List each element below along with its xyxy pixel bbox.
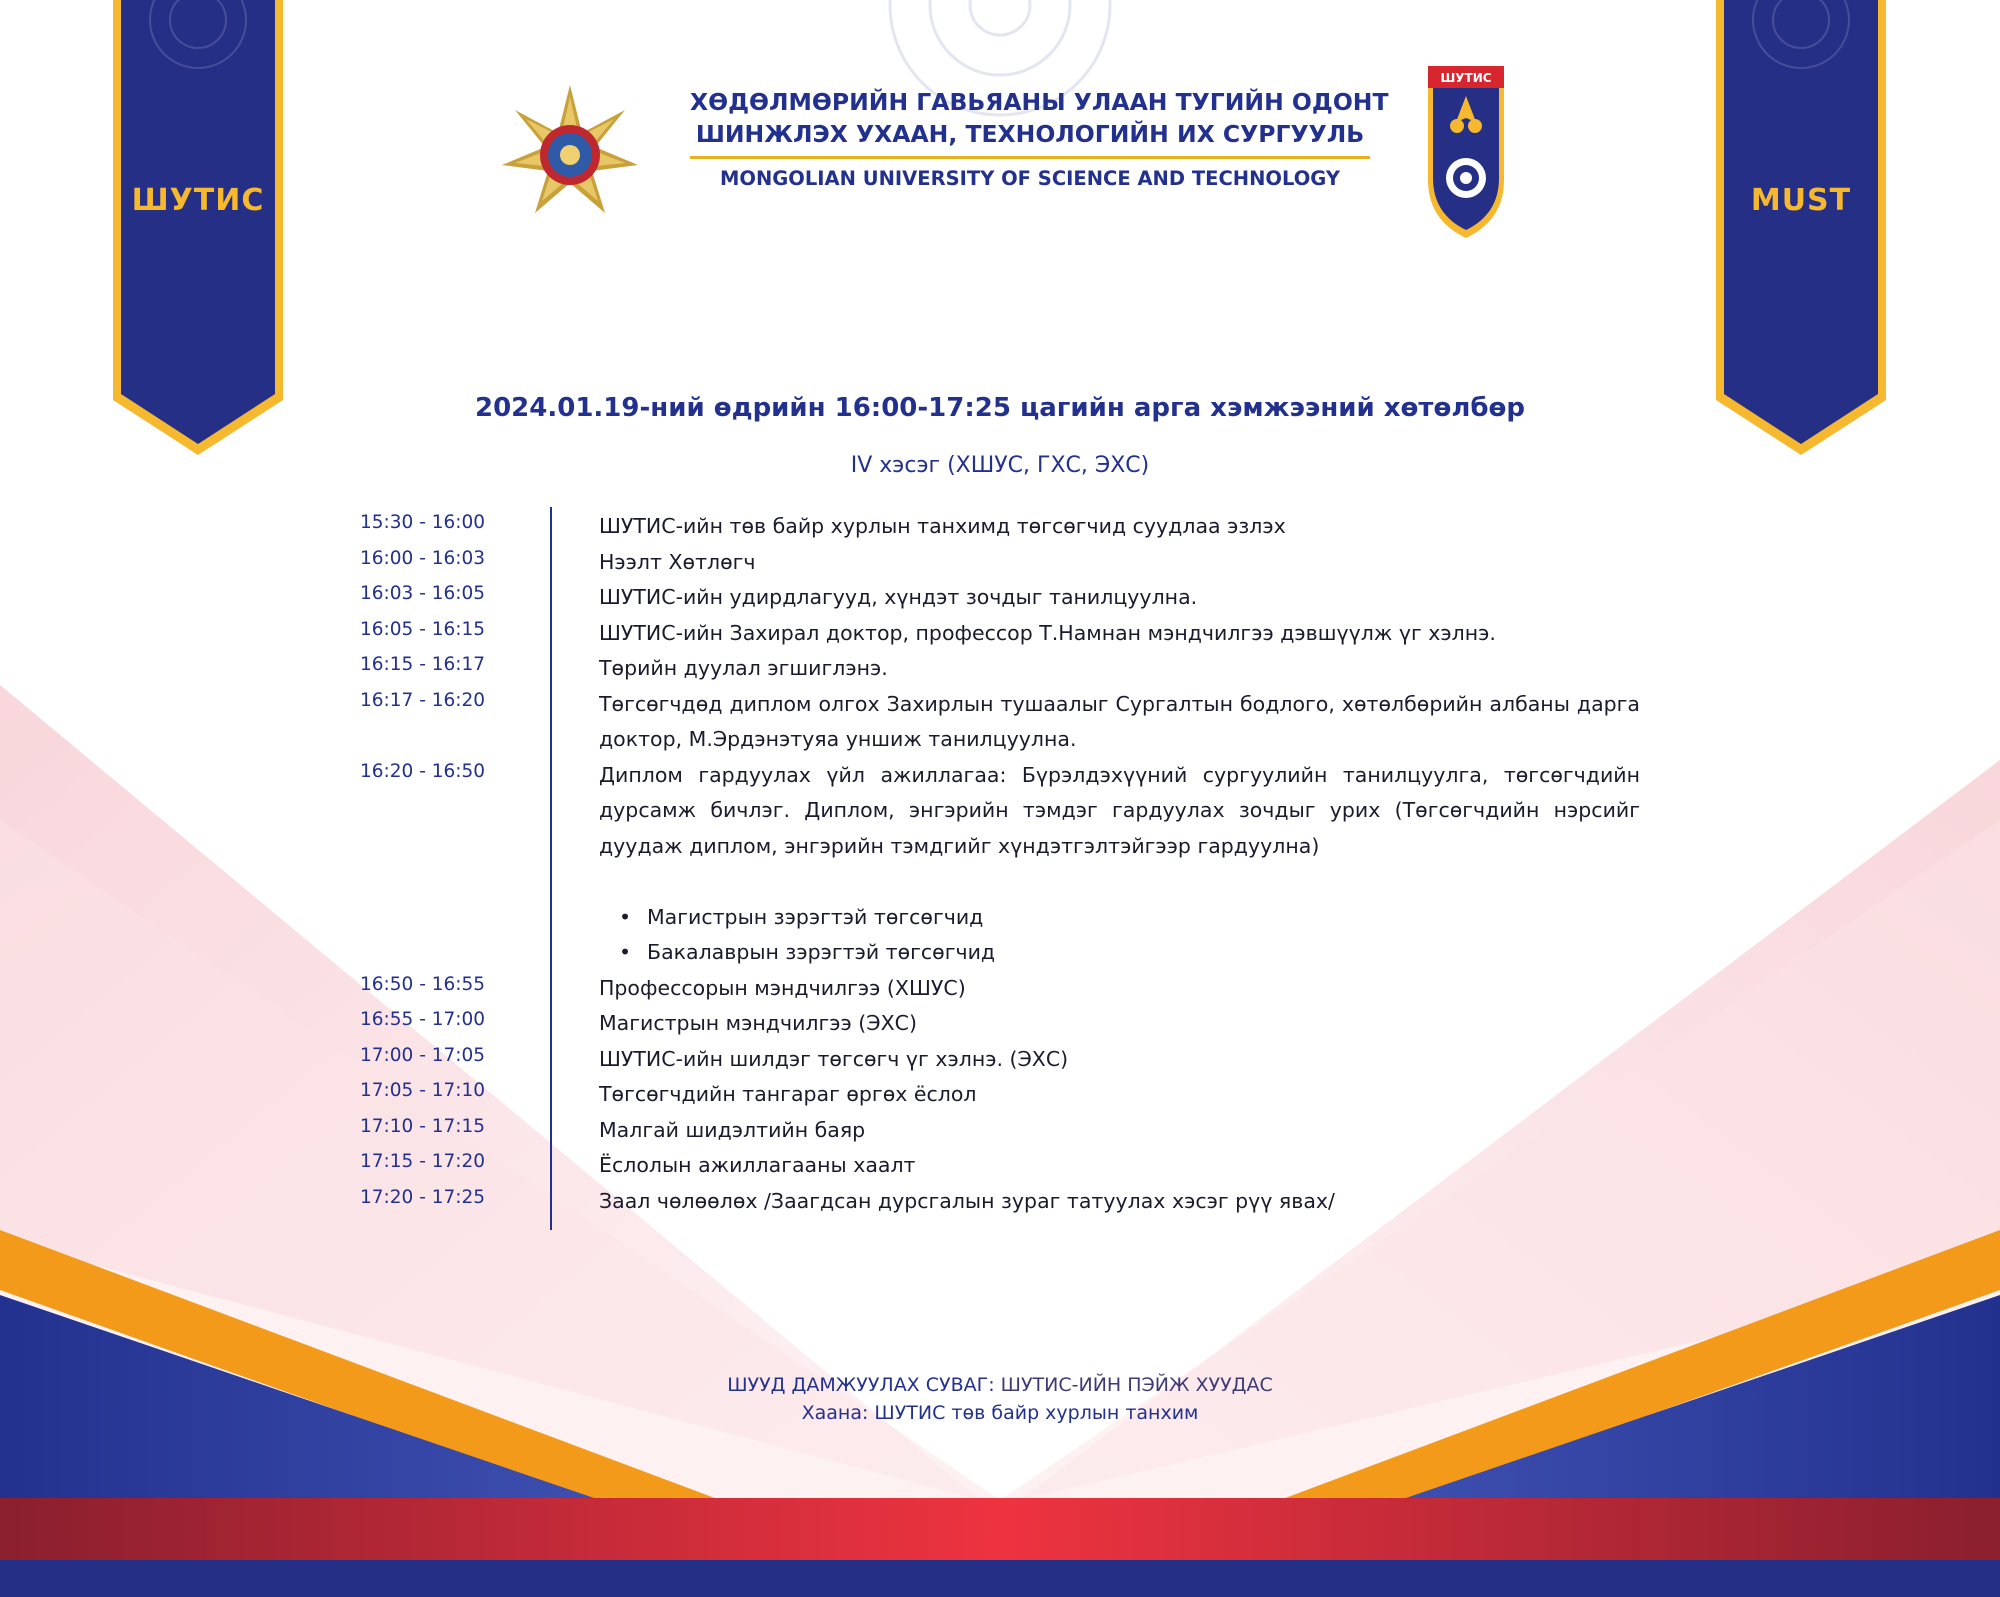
agenda-time: 17:00 - 17:05 xyxy=(360,1044,486,1066)
location-value: ШУТИС төв байр хурлын танхим xyxy=(868,1402,1199,1424)
agenda-time: 16:50 - 16:55 xyxy=(360,973,486,995)
university-header xyxy=(0,71,2000,228)
agenda-text: ШУТИС-ийн Захирал доктор, профессор Т.Намнан мэндчилгээ дэвшүүлж үг хэлнэ. xyxy=(599,620,1496,645)
shield-label: ШУТИС xyxy=(1440,71,1492,85)
agenda-time: 16:17 - 16:20 xyxy=(360,689,486,711)
agenda-text: ШУТИС-ийн удирдлагууд, хүндэт зочдыг танилцуулна. xyxy=(599,585,1198,609)
agenda-row xyxy=(0,507,2000,543)
program-title: 2024.01.19-ний өдрийн 16:00-17:25 цагийн арга хэмжээний хөтөлбөр xyxy=(474,393,1526,423)
agenda-row xyxy=(0,1146,2000,1182)
agenda-time: 16:20 - 16:50 xyxy=(360,760,486,782)
university-name-en: MONGOLIAN UNIVERSITY OF SCIENCE AND TECHNOLOGY xyxy=(719,167,1340,190)
bullet-text: Бакалаврын зэрэгтэй төгсөгчид xyxy=(647,940,996,964)
agenda-text: Төгсөгчдийн тангараг өргөх ёслол xyxy=(599,1082,977,1106)
event-location xyxy=(0,1402,2000,1424)
agenda-bullet-item xyxy=(0,933,2000,969)
agenda-time: 16:00 - 16:03 xyxy=(360,547,486,569)
agenda-row xyxy=(0,969,2000,1005)
agenda-time: 16:15 - 16:17 xyxy=(360,654,486,675)
bullet-text: Магистрын зэрэгтэй төгсөгчид xyxy=(647,904,984,929)
agenda-row xyxy=(0,1004,2000,1040)
header-divider xyxy=(690,156,1370,159)
agenda-time: 15:30 - 16:00 xyxy=(360,512,486,533)
agenda-time: 16:05 - 16:15 xyxy=(360,618,486,640)
university-name xyxy=(690,86,1389,193)
agenda-text: Төрийн дуулал эгшиглэнэ. xyxy=(599,656,888,680)
agenda-row xyxy=(0,1111,2000,1147)
agenda-text: Заал чөлөөлөх /Заагдсан дурсгалын зураг татуулах хэсэг рүү явах/ xyxy=(599,1188,1335,1213)
agenda-text: Ёслолын ажиллагааны хаалт xyxy=(599,1153,916,1177)
agenda-row xyxy=(0,1075,2000,1111)
broadcast-channel xyxy=(0,1374,2000,1396)
agenda-text: ШУТИС-ийн шилдэг төгсөгч үг хэлнэ. (ЭХС) xyxy=(599,1046,1069,1071)
agenda-text: ШУТИС-ийн төв байр хурлын танхимд төгсөгчид суудлаа эзлэх xyxy=(599,514,1286,538)
agenda-row xyxy=(0,1040,2000,1076)
broadcast-label: ШУУД ДАМЖУУЛАХ СУВАГ: xyxy=(727,1374,995,1396)
bullet-marker: • xyxy=(619,940,632,964)
order-star-emblem-icon xyxy=(495,80,645,230)
agenda-time: 16:55 - 17:00 xyxy=(360,1009,486,1030)
agenda-list xyxy=(0,507,2000,1217)
agenda-time: 17:10 - 17:15 xyxy=(360,1115,486,1137)
location-label: Хаана: xyxy=(801,1402,869,1424)
agenda-row xyxy=(0,685,2000,756)
university-name-mn: ШИНЖЛЭХ УХААН, ТЕХНОЛОГИЙН ИХ СУРГУУЛЬ xyxy=(695,120,1365,148)
agenda-time: 17:05 - 17:10 xyxy=(360,1080,486,1101)
agenda-text: Төгсөгчдөд диплом олгох Захирлын тушаалыг Сургалтын бодлого, хөтөлбөрийн албаны дарга доктор, М.Эрдэнэтуяа уншиж танилцуулна. xyxy=(599,691,1640,751)
agenda-text: Профессорын мэндчилгээ (ХШУС) xyxy=(599,975,966,1000)
bullet-marker: • xyxy=(619,904,632,929)
program-subtitle: IV хэсэг (ХШУС, ГХС, ЭХС) xyxy=(850,453,1150,478)
agenda-time: 17:20 - 17:25 xyxy=(360,1186,486,1208)
broadcast-value: ШУТИС-ИЙН ПЭЙЖ ХУУДАС xyxy=(994,1374,1273,1396)
agenda-row xyxy=(0,543,2000,579)
agenda-time: 16:03 - 16:05 xyxy=(360,583,486,604)
agenda-row xyxy=(0,578,2000,614)
agenda-text: Диплом гардуулах үйл ажиллагаа: Бүрэлдэхүүний сургуулийн танилцуулга, төгсөгчдийн дурсамж бичлэг. Диплом, энгэрийн тэмдэг гардуулах зочдыг урих (Төгсөгчдийн нэрсийг дуудаж диплом, энгэрийн тэмдгийг хүндэтгэлтэйгээр гардуулна) xyxy=(599,762,1640,858)
left-banner-label: ШУТИС xyxy=(131,183,265,218)
agenda-text: Малгай шидэлтийн баяр xyxy=(599,1117,866,1142)
agenda-text: Магистрын мэндчилгээ (ЭХС) xyxy=(599,1011,917,1035)
must-shield-logo xyxy=(1426,60,1506,250)
agenda-time: 17:15 - 17:20 xyxy=(360,1151,486,1172)
agenda-bullet-item xyxy=(0,898,2000,934)
right-banner-label: MUST xyxy=(1750,183,1852,218)
agenda-row xyxy=(0,756,2000,898)
agenda-row xyxy=(0,614,2000,650)
agenda-row xyxy=(0,649,2000,685)
university-order-title: ХӨДӨЛМӨРИЙН ГАВЬЯАНЫ УЛААН ТУГИЙН ОДОНТ xyxy=(690,88,1389,116)
agenda-row xyxy=(0,1182,2000,1218)
agenda-text: Нээлт Хөтлөгч xyxy=(599,549,756,574)
